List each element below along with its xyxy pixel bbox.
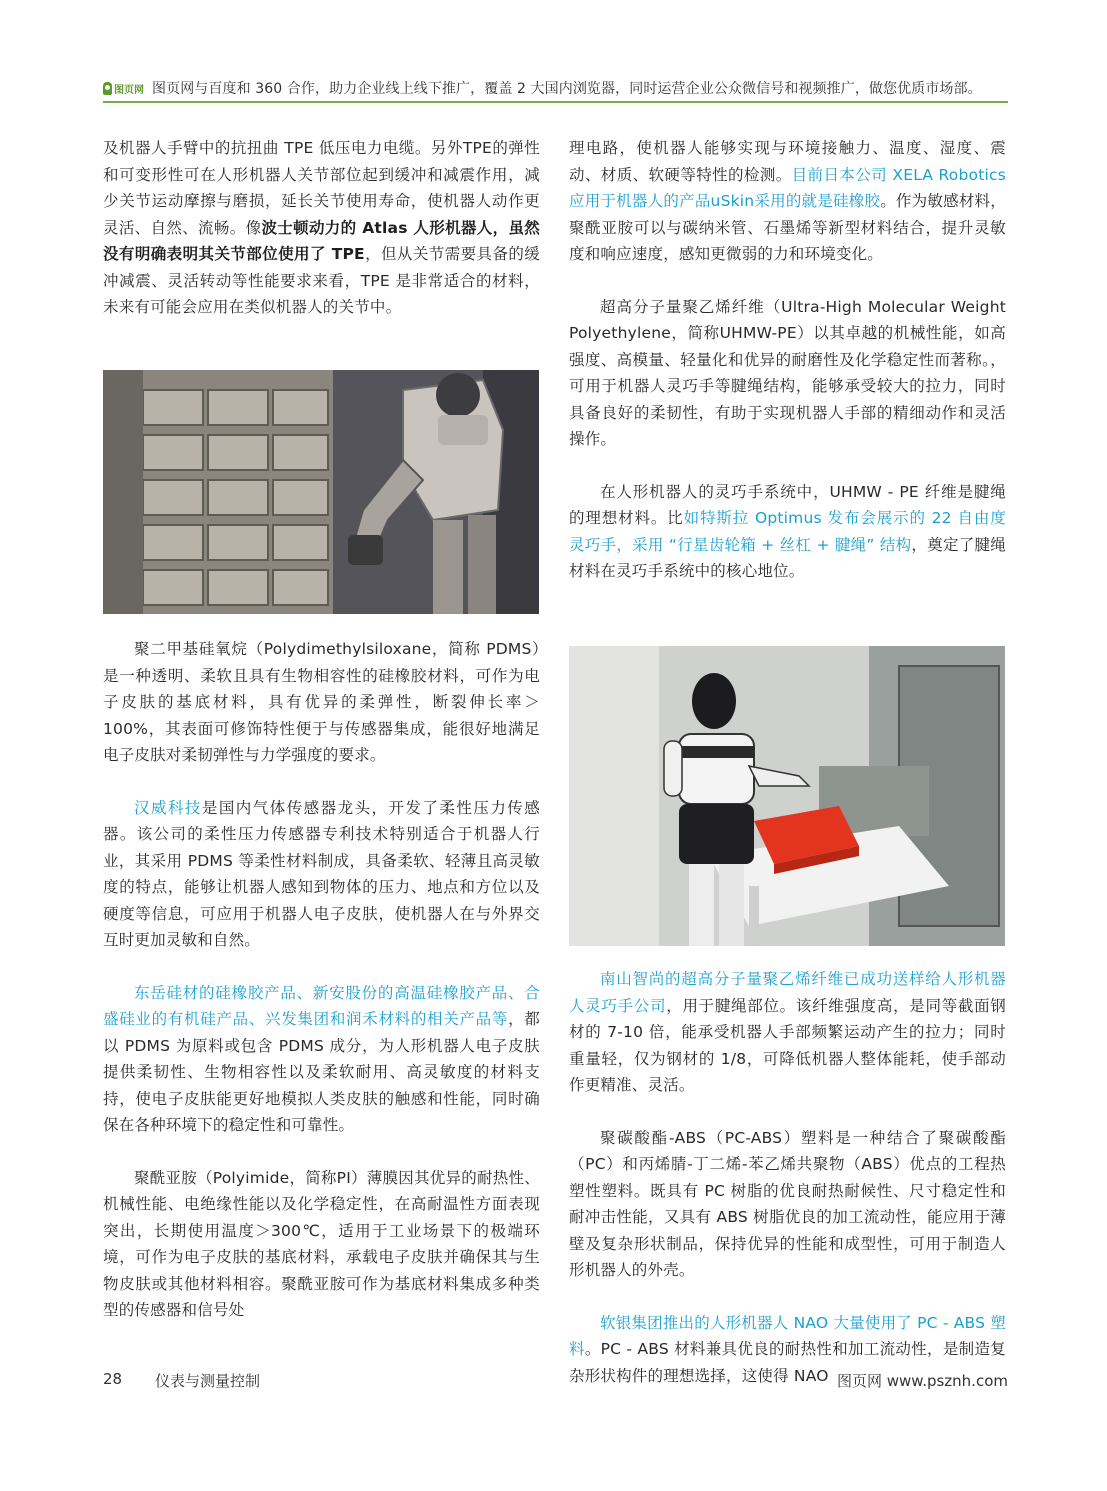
atlas-robot-image <box>103 370 539 614</box>
text: 。PC - ABS 材料兼具优良的耐热性和加工流动性，是制造复杂形状构件的理想选择，这使得 NAO <box>569 1340 1006 1385</box>
highlight-text: 汉威科技 <box>134 798 202 817</box>
highlight-text: 如特斯拉 Optimus 发布会展示的 22 自由度灵巧手，采用 “行星齿轮箱 + 丝杠 + 腱绳” 结构 <box>569 509 1006 554</box>
paragraph-dexterous-hand <box>569 479 1006 585</box>
bold-text: 波士顿动力的 Atlas 人形机器人，虽然没有明确表明其关节部位使用了 TPE <box>103 218 540 263</box>
text: ，但从关节需要具备的缓冲减震、灵活转动等性能要求来看，TPE 是非常适合的材料，未来有可能会应用在类似机器人的关节中。 <box>103 245 540 316</box>
text: 理电路，使机器人能够实现与环境接触力、温度、湿度、震动、材质、软硬等特性的检测。 <box>569 139 1006 184</box>
left-column <box>103 135 540 321</box>
highlight-text: 东岳硅材的硅橡胶产品、新安股份的高温硅橡胶产品、合盛硅业的有机硅产品、兴发集团和润禾材料的相关产品等 <box>103 983 540 1028</box>
paragraph-uhmwpe: 超高分子量聚乙烯纤维（Ultra-High Molecular Weight Polyethylene，简称UHMW-PE）以其卓越的机械性能，如高强度、高模量、轻量化和优异的耐磨性及化学稳定性而著称。，可用于机器人灵巧手等腱绳结构，能够承受较大的拉力，同时具备良好的柔韧性，有助于实现机器人手部的精细动作和灵活操作。 <box>569 297 1006 448</box>
photo-atlas-robot <box>103 370 539 614</box>
page-number: 28 <box>103 1370 123 1388</box>
site-link[interactable]: 图页网 www.psznh.com <box>837 1372 1008 1390</box>
paragraph-nanshan <box>569 966 1006 1099</box>
text: 是国内气体传感器龙头，开发了柔性压力传感器。该公司的柔性压力传感器专利技术特别适合于机器人行业，其采用 PDMS 等柔性材料制成，具备柔软、轻薄且高灵敏度的特点，能够让机器人感知到物体的压力、地点和方位以及硬度等信息，可应用于机器人电子皮肤，使机器人在与外界交互时更加灵敏和自然。 <box>103 798 540 949</box>
paragraph-pdms: 聚二甲基硅氧烷（Polydimethylsiloxane，简称 PDMS）是一种透明、柔软且具有生物相容性的硅橡胶材料，可作为电子皮肤的基底材料，具有优异的柔弹性，断裂伸长率＞100%，其表面可修饰特性便于与传感器集成，能很好地满足电子皮肤对柔韧弹性与力学强度的要求。 <box>103 640 540 764</box>
highlight-text: 目前日本公司 XELA Robotics应用于机器人的产品uSkin采用的就是硅橡胶 <box>569 165 1006 210</box>
header-divider <box>103 101 1008 103</box>
logo-mark-icon <box>103 82 112 95</box>
logo-text: 图页网 <box>114 84 144 96</box>
text: 在人形机器人的灵巧手系统中，UHMW - PE 纤维是腱绳的理想材料。比 <box>569 482 1006 527</box>
paragraph-polyimide: 聚酰亚胺（Polyimide，简称PI）薄膜因其优异的耐热性、机械性能、电绝缘性能以及化学稳定性，在高耐温性方面表现突出，长期使用温度＞300℃，适用于工业场景下的极端环境，可作为电子皮肤的基底材料，承载电子皮肤并确保其与生物皮肤或其他材料相容。聚酰亚胺可作为基底材料集成多种类型的传感器和信号处 <box>103 1168 540 1319</box>
text: 。作为敏感材料，聚酰亚胺可以与碳纳米管、石墨烯等新型材料结合，提升灵敏度和响应速度，感知更微弱的力和环境变化。 <box>569 192 1006 263</box>
text: ，奠定了腱绳材料在灵巧手系统中的核心地位。 <box>569 535 1007 580</box>
photo-optimus-robot <box>569 646 1005 946</box>
paragraph-circuit <box>569 135 1006 268</box>
page-header <box>103 76 1008 100</box>
paragraph-pc-abs: 聚碳酸酯-ABS（PC-ABS）塑料是一种结合了聚碳酸酯（PC）和丙烯腈-丁二烯-苯乙烯共聚物（ABS）优点的工程热塑性塑料。既具有 PC 树脂的优良耐热耐候性、尺寸稳定性和耐冲击性能，又具有 ABS 树脂优良的加工流动性，能应用于薄壁及复杂形状制品，保持优异的性能和成型性，可用于制造人形机器人的外壳。 <box>569 1128 1006 1279</box>
optimus-robot-image <box>569 646 1005 946</box>
highlight-text: 南山智尚的超高分子量聚乙烯纤维已成功送样给人形机器人灵巧手公司 <box>569 970 1006 1015</box>
site-logo <box>103 81 144 96</box>
text: ，都以 PDMS 为原料或包含 PDMS 成分，为人形机器人电子皮肤提供柔韧性、生物相容性以及柔软耐用、高灵敏度的材料支持，使电子皮肤能更好地模拟人类皮肤的触感和性能，同时确保在各种环境下的稳定性和可靠性。 <box>103 1010 540 1134</box>
text: ，用于腱绳部位。该纤维强度高，是同等截面钢材的 7-10 倍，能承受机器人手部频繁运动产生的拉力；同时重量轻，仅为钢材的 1/8，可降低机器人整体能耗，使手部动作更精准、灵活。 <box>569 996 1007 1094</box>
page-footer <box>103 1370 1008 1392</box>
paragraph-tpe <box>103 135 540 321</box>
right-column-continued <box>569 966 1006 1389</box>
paragraph-silicone-companies <box>103 980 540 1139</box>
magazine-name: 仪表与测量控制 <box>155 1372 261 1390</box>
paragraph-hanwei <box>103 795 540 954</box>
highlight-text: 软银集团推出的人形机器人 NAO 大量使用了 PC - ABS 塑料 <box>569 1313 1006 1358</box>
left-column-continued <box>103 636 540 1324</box>
right-column <box>569 135 1006 585</box>
header-banner-text: 图页网与百度和 360 合作，助力企业线上线下推广，覆盖 2 大国内浏览器，同时运营企业公众微信号和视频推广，做您优质市场部。 <box>152 81 982 97</box>
text: 及机器人手臂中的抗扭曲 TPE 低压电力电缆。另外TPE的弹性和可变形性可在人形机器人关节部位起到缓冲和减震作用，减少关节运动摩擦与磨损，延长关节使用寿命，使机器人动作更灵活、自然、流畅。像 <box>103 139 540 237</box>
